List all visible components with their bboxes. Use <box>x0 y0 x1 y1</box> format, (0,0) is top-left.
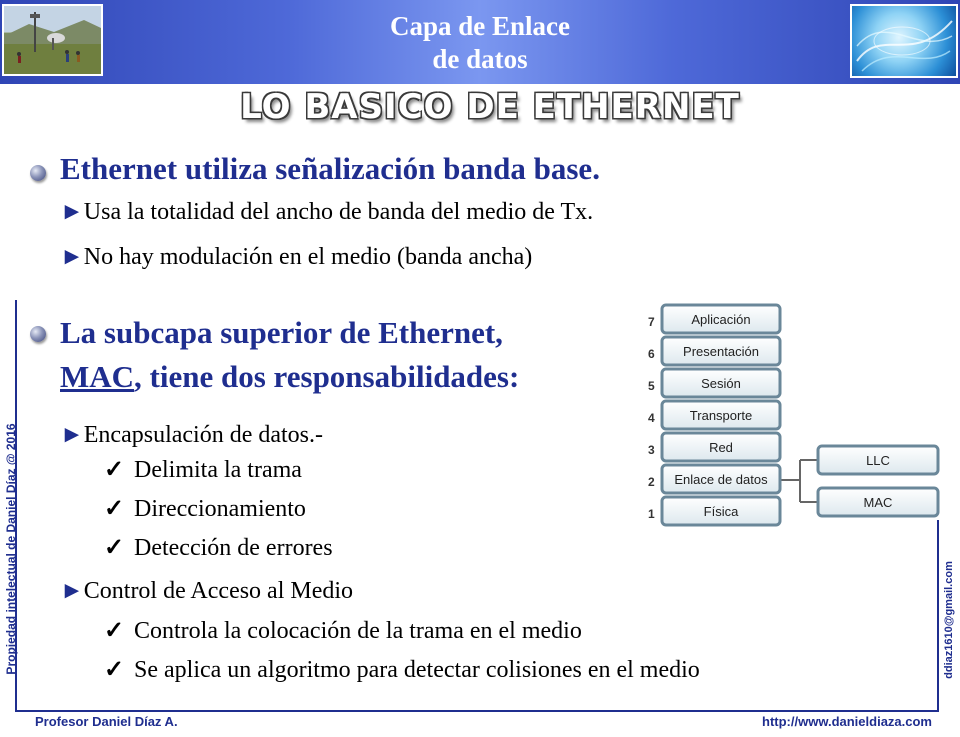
list-item-text: Detección de errores <box>134 535 333 561</box>
group1-title <box>60 420 323 450</box>
osi-layer-name: Red <box>709 440 733 455</box>
list-item-text: Se aplica un algoritmo para detectar colisiones en el medio <box>134 657 700 683</box>
arrow-bullet-icon: ► <box>60 578 84 604</box>
list-item <box>104 655 700 685</box>
section2-heading-line2 <box>60 358 519 396</box>
footer-author: Profesor Daniel Díaz A. <box>35 714 178 729</box>
footer-url: http://www.danieldiaza.com <box>762 714 932 729</box>
osi-layer-number: 6 <box>648 347 655 361</box>
osi-layer-name: Presentación <box>683 344 759 359</box>
sublayer-name: MAC <box>863 495 893 510</box>
osi-layer-name: Sesión <box>701 376 741 391</box>
section2-heading-rest: , tiene dos responsabilidades: <box>134 359 520 394</box>
section1-item-text: Usa la totalidad del ancho de banda del medio de Tx. <box>83 199 594 225</box>
osi-layer-name: Aplicación <box>691 312 751 327</box>
osi-layer-number: 2 <box>648 475 655 489</box>
section1-heading: Ethernet utiliza señalización banda base. <box>60 151 600 186</box>
osi-layer <box>648 369 780 397</box>
sublayer-name: LLC <box>866 453 890 468</box>
page-title <box>300 10 660 76</box>
osi-layer-number: 4 <box>648 411 655 425</box>
section1-item <box>60 197 593 227</box>
group2-title-text: Control de Acceso al Medio <box>83 578 354 604</box>
landscape-photo <box>2 4 103 76</box>
section1-item-text: No hay modulación en el medio (banda ancha) <box>83 244 533 270</box>
section2-heading-line1: La subcapa superior de Ethernet, <box>60 315 503 350</box>
copyright-text: Propiedad intelectual de Daniel Díaz @ 2016 <box>4 423 18 675</box>
osi-diagram <box>640 300 950 535</box>
arrow-bullet-icon: ► <box>60 422 84 448</box>
osi-layer <box>648 337 780 365</box>
osi-layer <box>648 401 780 429</box>
checkmark-icon: ✓ <box>104 618 125 644</box>
list-item <box>104 616 582 646</box>
osi-layer <box>648 305 780 333</box>
mac-term: MAC <box>60 359 135 394</box>
group2-title <box>60 576 353 606</box>
slide-heading: LO BASICO DE ETHERNET <box>240 87 740 127</box>
email-text: ddiaz1610@gmail.com <box>943 561 955 679</box>
osi-layer-number: 7 <box>648 315 655 329</box>
title-line-1: Capa de Enlace <box>389 11 570 41</box>
list-item <box>104 455 302 485</box>
osi-layer-number: 5 <box>648 379 655 393</box>
osi-layer <box>648 497 780 525</box>
copyright-vertical-text <box>0 394 22 704</box>
sphere-bullet-icon <box>30 326 46 342</box>
list-item-text: Direccionamiento <box>134 496 306 522</box>
checkmark-icon: ✓ <box>104 535 125 561</box>
list-item-text: Delimita la trama <box>134 457 302 483</box>
arrow-bullet-icon: ► <box>60 199 84 225</box>
list-item <box>104 494 306 524</box>
network-graphic <box>850 4 958 78</box>
sublayer-box <box>818 446 938 474</box>
sublayer-box <box>818 488 938 516</box>
frame-line-bottom <box>15 710 939 712</box>
osi-layer-number: 1 <box>648 507 655 521</box>
osi-layer-number: 3 <box>648 443 655 457</box>
group1-title-text: Encapsulación de datos.- <box>83 422 324 448</box>
checkmark-icon: ✓ <box>104 457 125 483</box>
checkmark-icon: ✓ <box>104 496 125 522</box>
section1-item <box>60 242 532 272</box>
osi-layer <box>648 433 780 461</box>
title-line-2: de datos <box>432 44 528 74</box>
sphere-bullet-icon <box>30 165 46 181</box>
arrow-bullet-icon: ► <box>60 244 84 270</box>
osi-layer-name: Física <box>703 504 739 519</box>
list-item-text: Controla la colocación de la trama en el medio <box>134 618 582 644</box>
email-vertical-text <box>938 540 960 700</box>
checkmark-icon: ✓ <box>104 657 125 683</box>
osi-layer <box>648 465 780 493</box>
list-item <box>104 533 333 563</box>
osi-layer-name: Transporte <box>689 408 753 423</box>
osi-layer-name: Enlace de datos <box>674 472 768 487</box>
